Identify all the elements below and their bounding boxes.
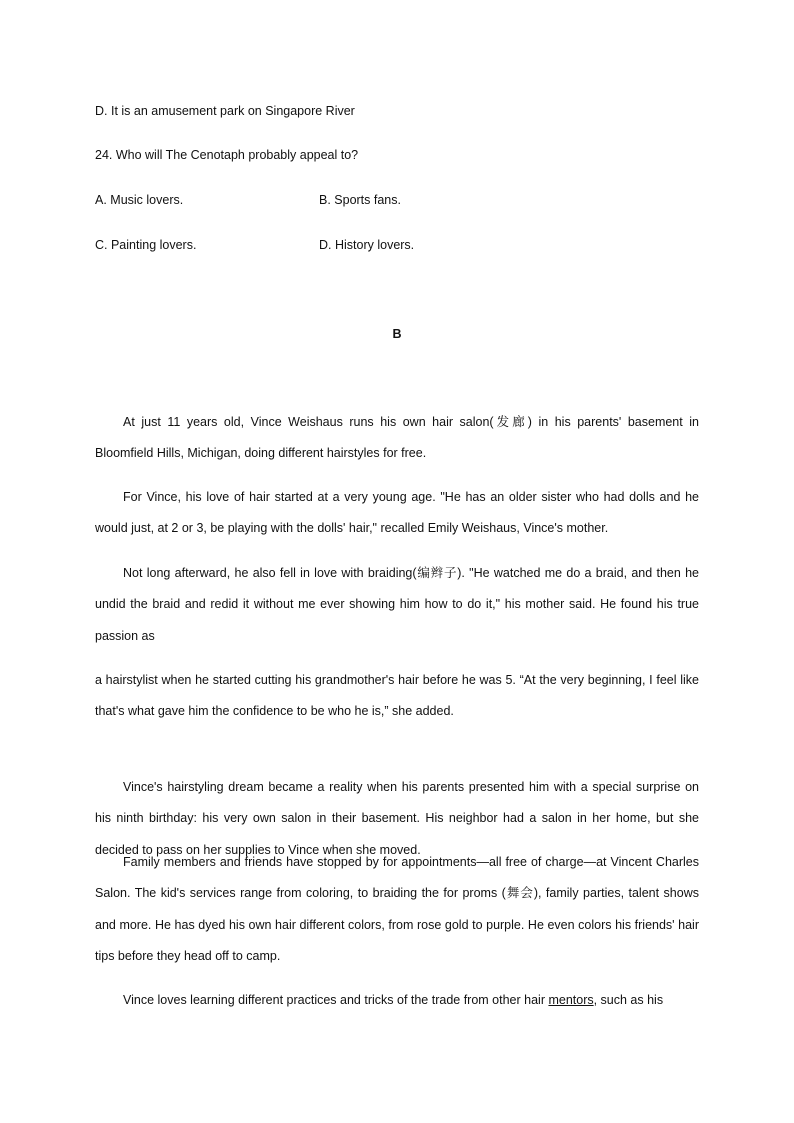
paragraph-2: For Vince, his love of hair started at a very young age. "He has an older sister who had dolls and he would just, at 2 or 3, be playing with the dolls' hair," recalled Emily Weishaus, Vince's mother. bbox=[95, 490, 699, 536]
section-heading: B bbox=[392, 327, 402, 341]
paragraph-7-before: Vince loves learning different practices and tricks of the trade from other hair bbox=[123, 993, 549, 1007]
q24-question: 24. Who will The Cenotaph probably appeal to? bbox=[95, 148, 359, 162]
q23-option-d: D. It is an amusement park on Singapore River bbox=[95, 104, 355, 118]
underlined-word-mentors: mentors bbox=[548, 993, 594, 1007]
q24-option-a: A. Music lovers. bbox=[95, 193, 184, 207]
paragraph-6: Family members and friends have stopped by for appointments—all free of charge—at Vincent Charles Salon. The kid's services range from coloring, to braiding the for proms (舞会), family parties, talent shows and more. He has dyed his own hair different colors, from rose gold to purple. He even colors his friends' hair tips before they head off to camp. bbox=[95, 855, 699, 964]
paragraph-5: Vince's hairstyling dream became a reality when his parents presented him with a special surprise on his ninth birthday: his very own salon in their basement. His neighbor had a salon in her home, but she decided to pass on her supplies to Vince when she moved. bbox=[95, 780, 699, 857]
paragraph-1: At just 11 years old, Vince Weishaus runs his own hair salon(发廊) in his parents' basement in Bloomfield Hills, Michigan, doing different hairstyles for free. bbox=[95, 415, 699, 461]
paragraph-7-after: , such as his bbox=[593, 993, 664, 1007]
paragraph-7 bbox=[95, 985, 699, 1016]
q24-option-c: C. Painting lovers. bbox=[95, 238, 197, 252]
q24-option-d: D. History lovers. bbox=[319, 238, 415, 252]
paragraph-3: Not long afterward, he also fell in love with braiding(编辫子). "He watched me do a braid, and then he undid the braid and redid it without me ever showing him how to do it," his mother said. He found his true passion as bbox=[95, 566, 699, 643]
paragraph-4: a hairstylist when he started cutting his grandmother's hair before he was 5. “At the very beginning, I feel like that's what gave him the confidence to be who he is,” she added. bbox=[95, 673, 699, 719]
q24-option-b: B. Sports fans. bbox=[319, 193, 401, 207]
